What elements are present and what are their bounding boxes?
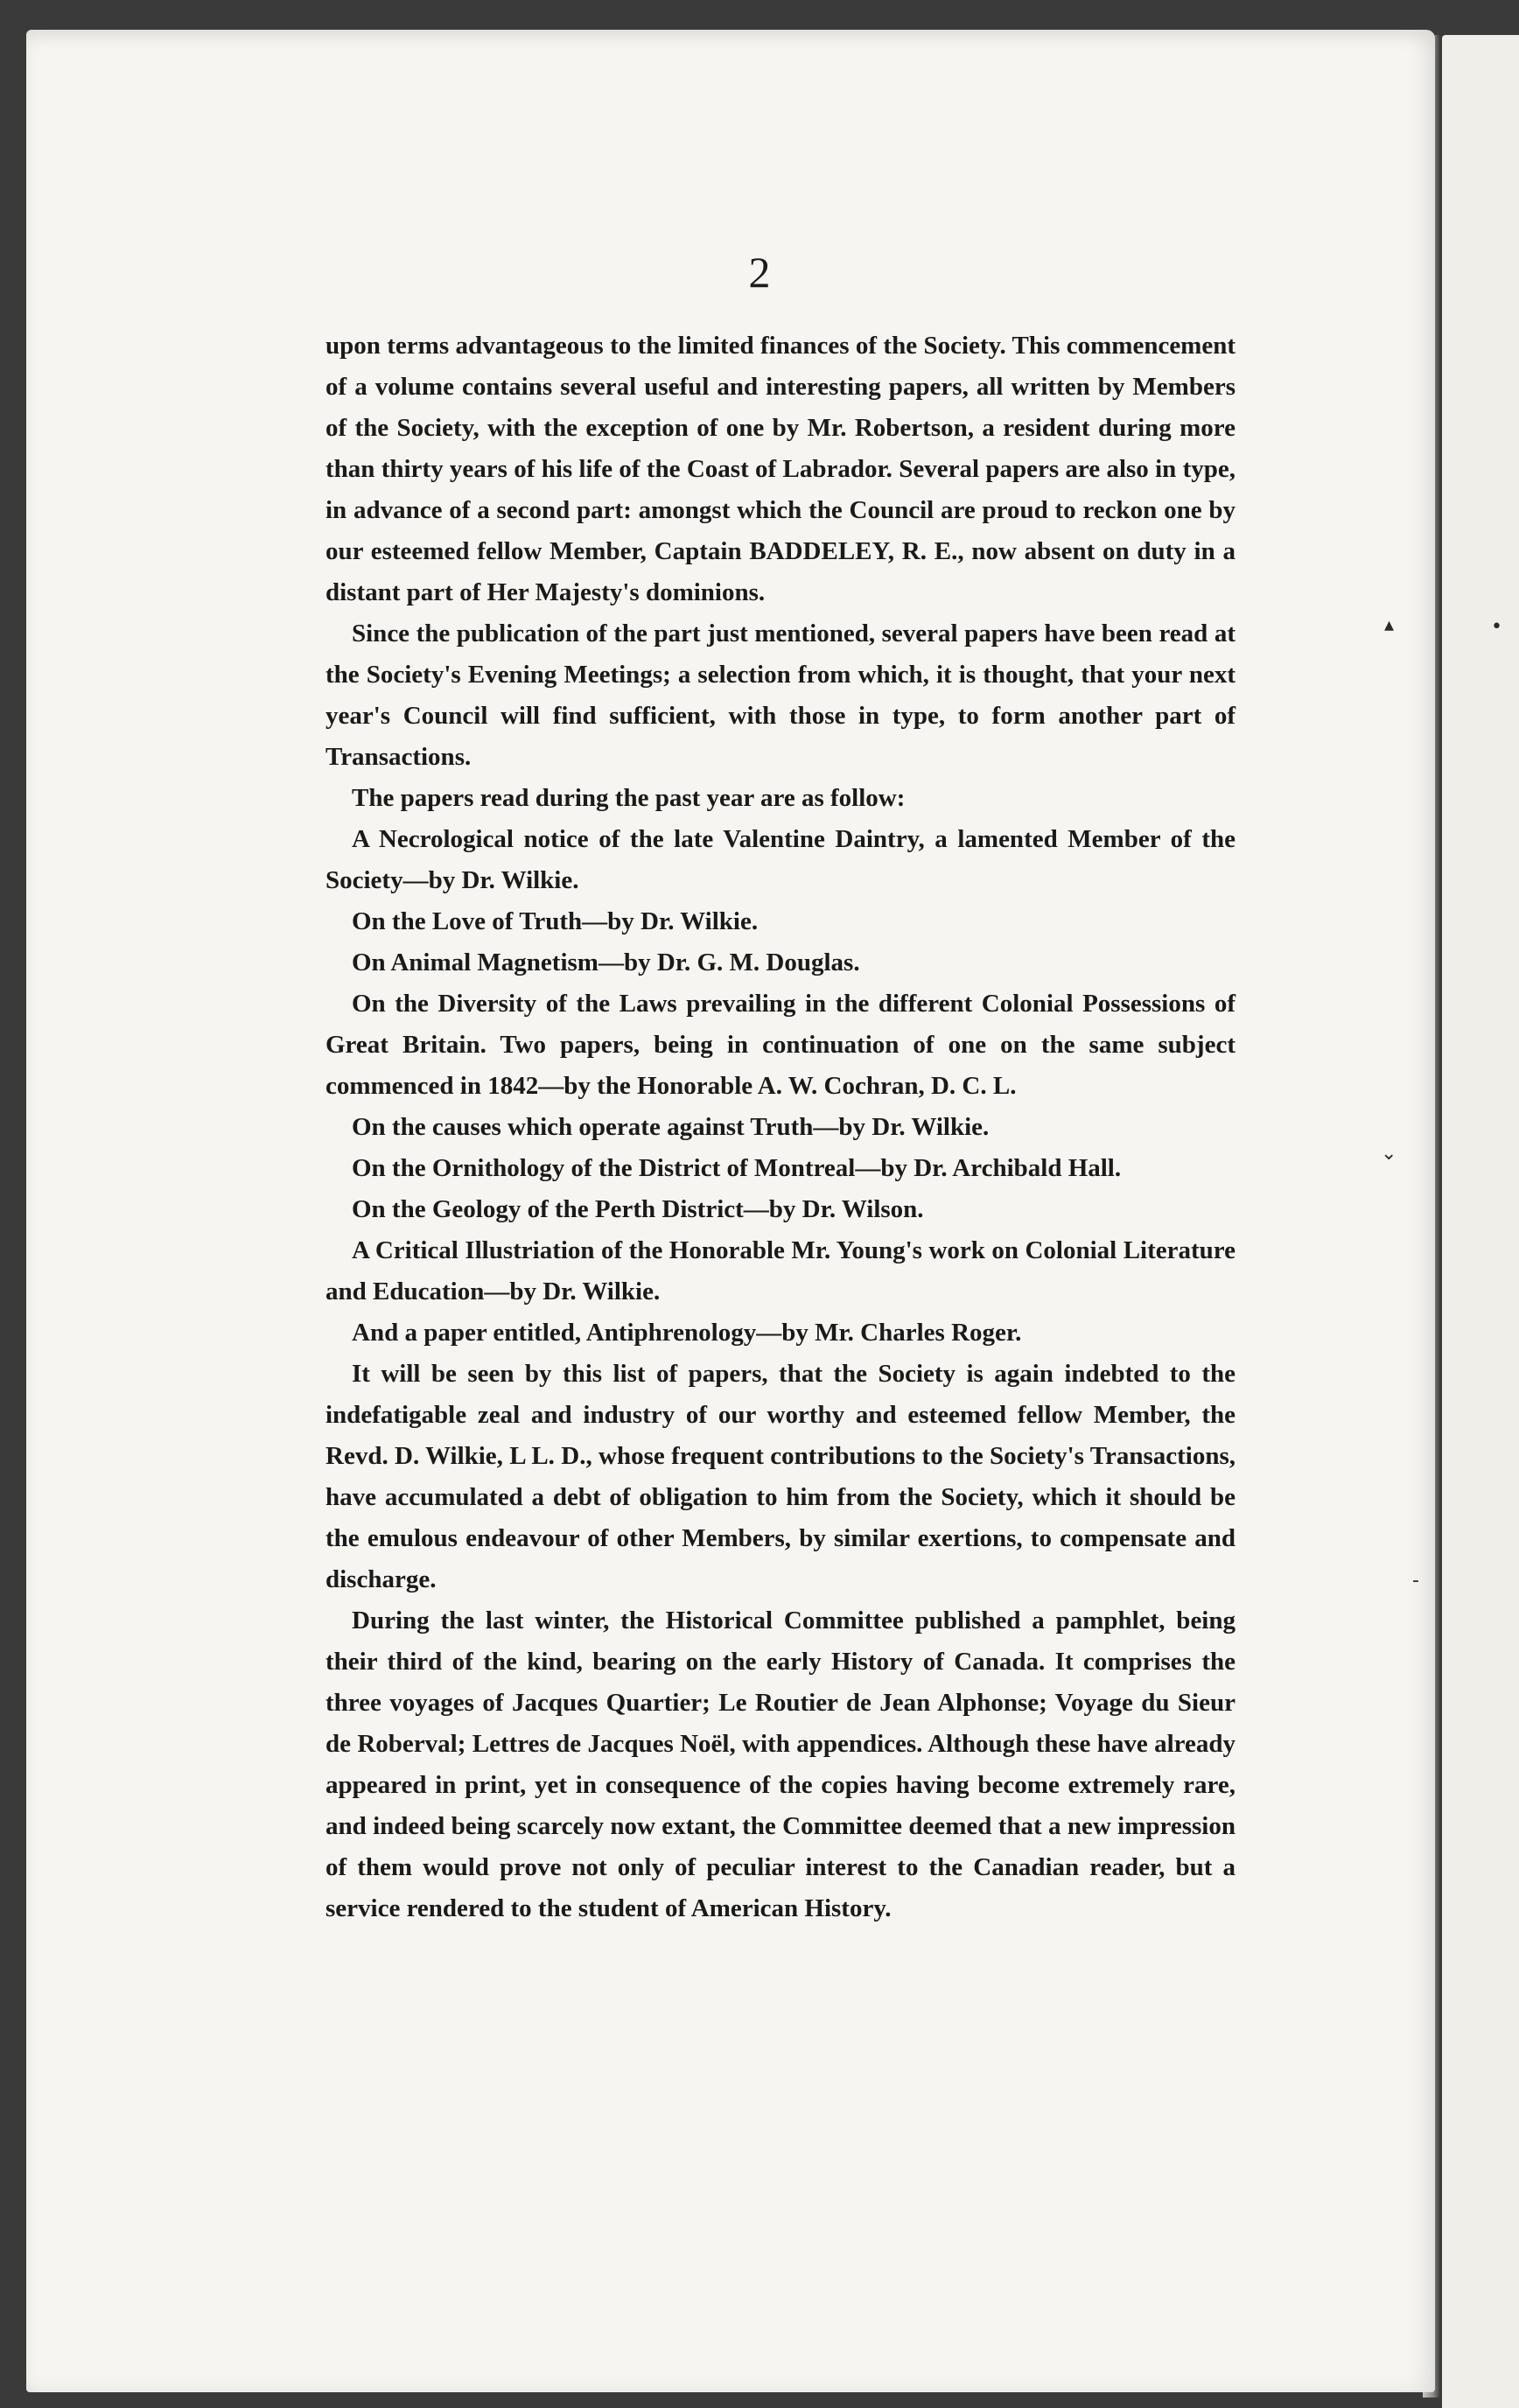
- list-item-paper: On the causes which operate against Truth—by Dr. Wilkie.: [352, 1113, 990, 1141]
- body-text: [326, 326, 1236, 1929]
- list-item-paper: On the Geology of the Perth District—by Dr. Wilson.: [352, 1195, 924, 1223]
- adjacent-page-edge: [1442, 35, 1519, 2408]
- list-item-paper: On the Love of Truth—by Dr. Wilkie.: [352, 907, 759, 935]
- page-number: 2: [748, 248, 771, 297]
- paragraph-publication-papers: Since the publication of the part just mentioned, several papers have been read at the Society's Evening Meetings; a selection from which, it is thought, that your next year's Council will find sufficient, with those in type, to form another part of Transactions.: [326, 620, 1236, 771]
- paragraph-continuation: upon terms advantageous to the limited finances of the Society. This commencement of a volume contains several useful and interesting papers, all written by Members of the Society, with the exception of one by Mr. Robertson, a resident during more than thirty years of his life of the Coast of Labrador. Several papers are also in type, in advance of a second part: amongst which the Council are proud to reckon one by our esteemed fellow Member, Captain BADDELEY, R. E., now absent on duty in a distant part of Her Majesty's dominions.: [326, 332, 1236, 606]
- margin-speck-mark: ▴: [1384, 614, 1395, 636]
- paragraph-historical-committee: During the last winter, the Historical Committee published a pamphlet, being their third of the kind, bearing on the early History of Canada. It comprises the three voyages of Jacques Quartier; Le Routier de Jean Alphonse; Voyage du Sieur de Roberval; Lettres de Jacques Noël, with appendices. Although these have already appeared in print, yet in consequence of the copies having become extremely rare, and indeed being scarcely now extant, the Committee deemed that a new impression of them would prove not only of peculiar interest to the Canadian reader, but a service rendered to the student of American History.: [326, 1606, 1236, 1922]
- paragraph-papers-intro: The papers read during the past year are as follow:: [352, 784, 906, 812]
- list-item-paper: A Necrological notice of the late Valentine Daintry, a lamented Member of the Society—by Dr. Wilkie.: [326, 825, 1236, 894]
- list-item-paper: On the Ornithology of the District of Montreal—by Dr. Archibald Hall.: [352, 1154, 1122, 1182]
- margin-speck-mark: •: [1491, 616, 1502, 638]
- list-item-paper: A Critical Illustriation of the Honorable Mr. Young's work on Colonial Literature and Education—by Dr. Wilkie.: [326, 1236, 1236, 1306]
- list-item-paper: On Animal Magnetism—by Dr. G. M. Douglas.: [352, 948, 860, 976]
- list-item-paper: On the Diversity of the Laws prevailing in the different Colonial Possessions of Great Britain. Two papers, being in continuation of one on the same subject commenced in 1842—by the Honorable A. W. Cochran, D. C. L.: [326, 990, 1236, 1100]
- margin-speck-mark: ⌄: [1381, 1143, 1397, 1165]
- margin-speck-mark: -: [1412, 1570, 1419, 1592]
- list-item-paper: And a paper entitled, Antiphrenology—by Mr. Charles Roger.: [352, 1319, 1022, 1347]
- paragraph-wilkie-acknowledgement: It will be seen by this list of papers, that the Society is again indebted to the indefatigable zeal and industry of our worthy and esteemed fellow Member, the Revd. D. Wilkie, L L. D., whose frequent contributions to the Society's Transactions, have accumulated a debt of obligation to him from the Society, which it should be the emulous endeavour of other Members, by similar exertions, to compensate and discharge.: [326, 1360, 1236, 1593]
